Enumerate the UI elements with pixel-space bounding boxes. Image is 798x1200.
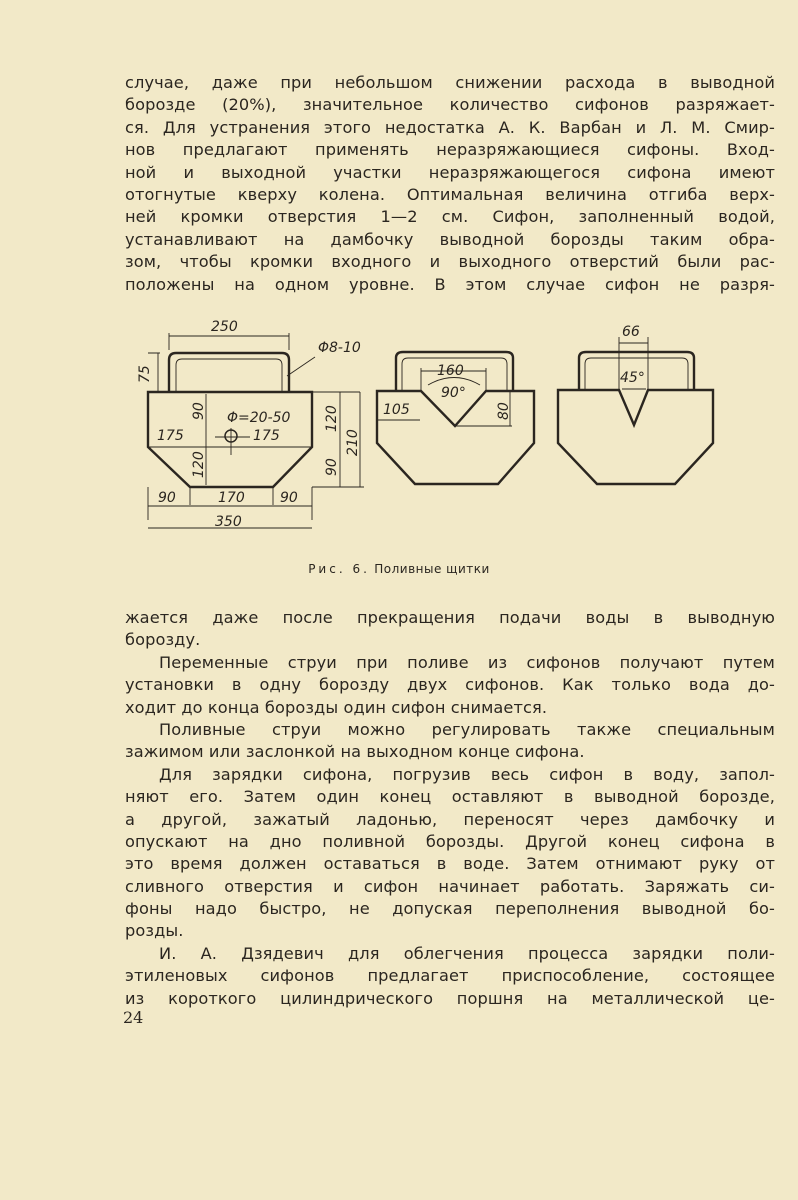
dim-250: 250 <box>211 319 238 335</box>
dim-350: 350 <box>215 514 242 530</box>
dim-160: 160 <box>437 363 464 379</box>
page-number: 24 <box>123 1008 144 1027</box>
text-line: положены на одном уровне. В этом случае сифон не разря- <box>125 274 775 294</box>
angle-45: 45° <box>620 370 645 386</box>
text-line: Переменные струи при поливе из сифонов получают путем <box>159 652 775 672</box>
dim-80: 80 <box>496 402 512 420</box>
dim-66: 66 <box>622 324 640 340</box>
figure-number: Рис. 6. <box>308 562 370 576</box>
dim-90-bottom-right: 90 <box>280 490 298 506</box>
dim-170: 170 <box>218 490 245 506</box>
dim-phi8-10: Φ8-10 <box>318 340 361 356</box>
shield-drawing-3 <box>558 337 713 484</box>
text-line: сливного отверстия и сифон начинает работать. Заряжать си- <box>125 876 775 896</box>
text-line: И. А. Дзядевич для облегчения процесса зарядки поли- <box>159 943 775 963</box>
text-line: ходит до конца борозды один сифон снимается. <box>125 697 548 717</box>
text-line: устанавливают на дамбочку выводной борозды таким обра- <box>125 229 775 249</box>
text-line: борозде (20%), значительное количество сифонов разряжает- <box>125 95 775 115</box>
dim-120-inner: 120 <box>191 451 207 478</box>
text-line: Для зарядки сифона, погрузив весь сифон в воду, запол- <box>159 764 775 784</box>
angle-90: 90° <box>441 385 466 401</box>
text-line: опускают на дно поливной борозды. Другой конец сифона в <box>125 831 775 851</box>
text-line: фоны надо быстро, не допуская переполнения выводной бо- <box>125 899 775 919</box>
text-line: борозду. <box>125 630 201 650</box>
text-line: жается даже после прекращения подачи воды в выводную <box>125 608 775 627</box>
text-line: розды. <box>125 921 184 941</box>
dim-175-right: 175 <box>253 428 280 444</box>
text-line: зажимом или заслонкой на выходном конце сифона. <box>125 742 585 762</box>
text-line: случае, даже при небольшом снижении расхода в выводной <box>125 73 775 92</box>
text-line: это время должен оставаться в воде. Затем отнимают руку от <box>125 854 775 874</box>
text-line: зом, чтобы кромки входного и выходного отверстий были рас- <box>125 252 775 272</box>
dim-210: 210 <box>345 429 361 456</box>
dim-175-left: 175 <box>157 428 184 444</box>
figure-caption <box>0 562 798 576</box>
dim-90: 90 <box>191 402 207 420</box>
text-line: отогнутые кверху колена. Оптимальная величина отгиба верх- <box>125 184 775 204</box>
text-line: ся. Для устранения этого недостатка А. К. Варбан и Л. М. Смир- <box>125 117 775 137</box>
text-line: Поливные струи можно регулировать также специальным <box>159 719 775 739</box>
text-line: установки в одну борозду двух сифонов. Как только вода до- <box>125 675 775 695</box>
text-block-bottom <box>125 607 775 1010</box>
text-line: ней кромки отверстия 1—2 см. Сифон, заполненный водой, <box>125 207 775 227</box>
text-line: няют его. Затем один конец оставляют в выводной борозде, <box>125 787 775 807</box>
text-line: этиленовых сифонов предлагает приспособление, состоящее <box>125 966 775 986</box>
dim-90-bottom-left: 90 <box>158 490 176 506</box>
text-line: ной и выходной участки неразряжающегося сифона имеют <box>125 162 775 182</box>
text-line: нов предлагают применять неразряжающиеся сифоны. Вход- <box>125 140 775 160</box>
figure-title: Поливные щитки <box>374 562 490 576</box>
dim-105: 105 <box>383 402 410 418</box>
dim-75: 75 <box>137 365 153 383</box>
dim-120: 120 <box>324 405 340 432</box>
text-line: из короткого цилиндрического поршня на металлической це- <box>125 988 775 1008</box>
dim-phi20-50: Φ=20-50 <box>227 410 291 426</box>
dim-90-right: 90 <box>324 458 340 476</box>
text-line: а другой, зажатый ладонью, переносят через дамбочку и <box>125 809 775 829</box>
